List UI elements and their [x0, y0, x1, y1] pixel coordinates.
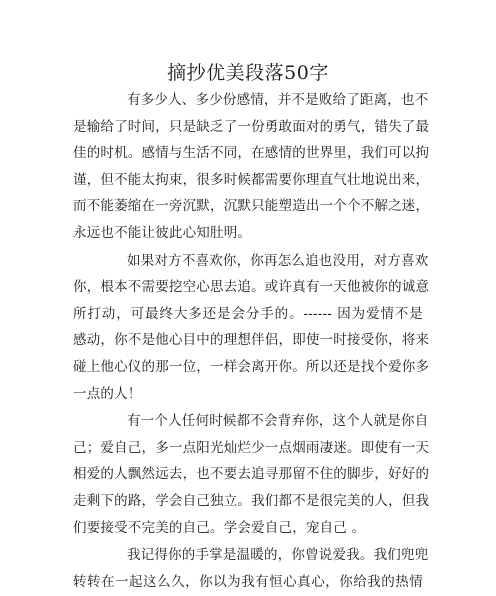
text-line: 碰上他心仪的那一位，一样会离开你。所以还是找个爱你多 — [73, 358, 430, 375]
text-line: 你，根本不需要挖空心思去追。或许真有一天他被你的诚意 — [73, 279, 430, 296]
text-line: 而不能萎缩在一旁沉默，沉默只能塑造出一个个不解之迷， — [73, 198, 430, 215]
text-line: 所打动，可最终大多还是会分手的。------ 因为爱情不是 — [73, 305, 423, 322]
text-line: 己；爱自己，多一点阳光灿烂少一点烟雨凄迷。即使有一天 — [73, 439, 430, 456]
text-line: 转转在一起这么久，你以为我有恒心真心，你给我的热情 — [73, 573, 423, 590]
text-line: 感动，你不是他心目中的理想伴侣，即使一时接受你，将来 — [73, 332, 430, 349]
text-line: 们要接受不完美的自己。学会爱自己，宠自己 。 — [73, 519, 366, 536]
paragraph-1 — [73, 87, 430, 247]
text-line: 我记得你的手掌是温暖的，你曾说爱我。我们兜兜 — [127, 547, 429, 564]
paragraph-4 — [73, 542, 429, 595]
text-line: 佳的时机。感情与生活不同，在感情的世界里，我们可以拘 — [73, 145, 430, 162]
paragraph-3 — [73, 408, 430, 541]
document-body — [73, 87, 430, 596]
document-title: 摘抄优美段落50字 — [167, 62, 329, 84]
text-line: 走剩下的路，学会自己独立。我们都不是很完美的人，但我 — [73, 492, 430, 509]
text-line: 是输给了时间，只是缺乏了一份勇敢面对的勇气，错失了最 — [73, 118, 430, 135]
text-line: 有一个人任何时候都不会背弃你，这个人就是你自 — [127, 413, 429, 430]
text-line: 谨，但不能太拘束，很多时候都需要你理直气壮地说出来， — [73, 171, 430, 188]
text-line: 如果对方不喜欢你，你再怎么追也没用，对方喜欢 — [127, 252, 429, 269]
text-line: 相爱的人飘然远去，也不要去追寻那留不住的脚步，好好的 — [73, 466, 430, 483]
text-line: 一点的人！ — [73, 385, 142, 402]
paragraph-2 — [73, 248, 430, 408]
text-line: 永远也不能让彼此心知肚明。 — [73, 224, 252, 241]
text-line: 有多少人、多少份感情，并不是败给了距离，也不 — [127, 92, 429, 108]
